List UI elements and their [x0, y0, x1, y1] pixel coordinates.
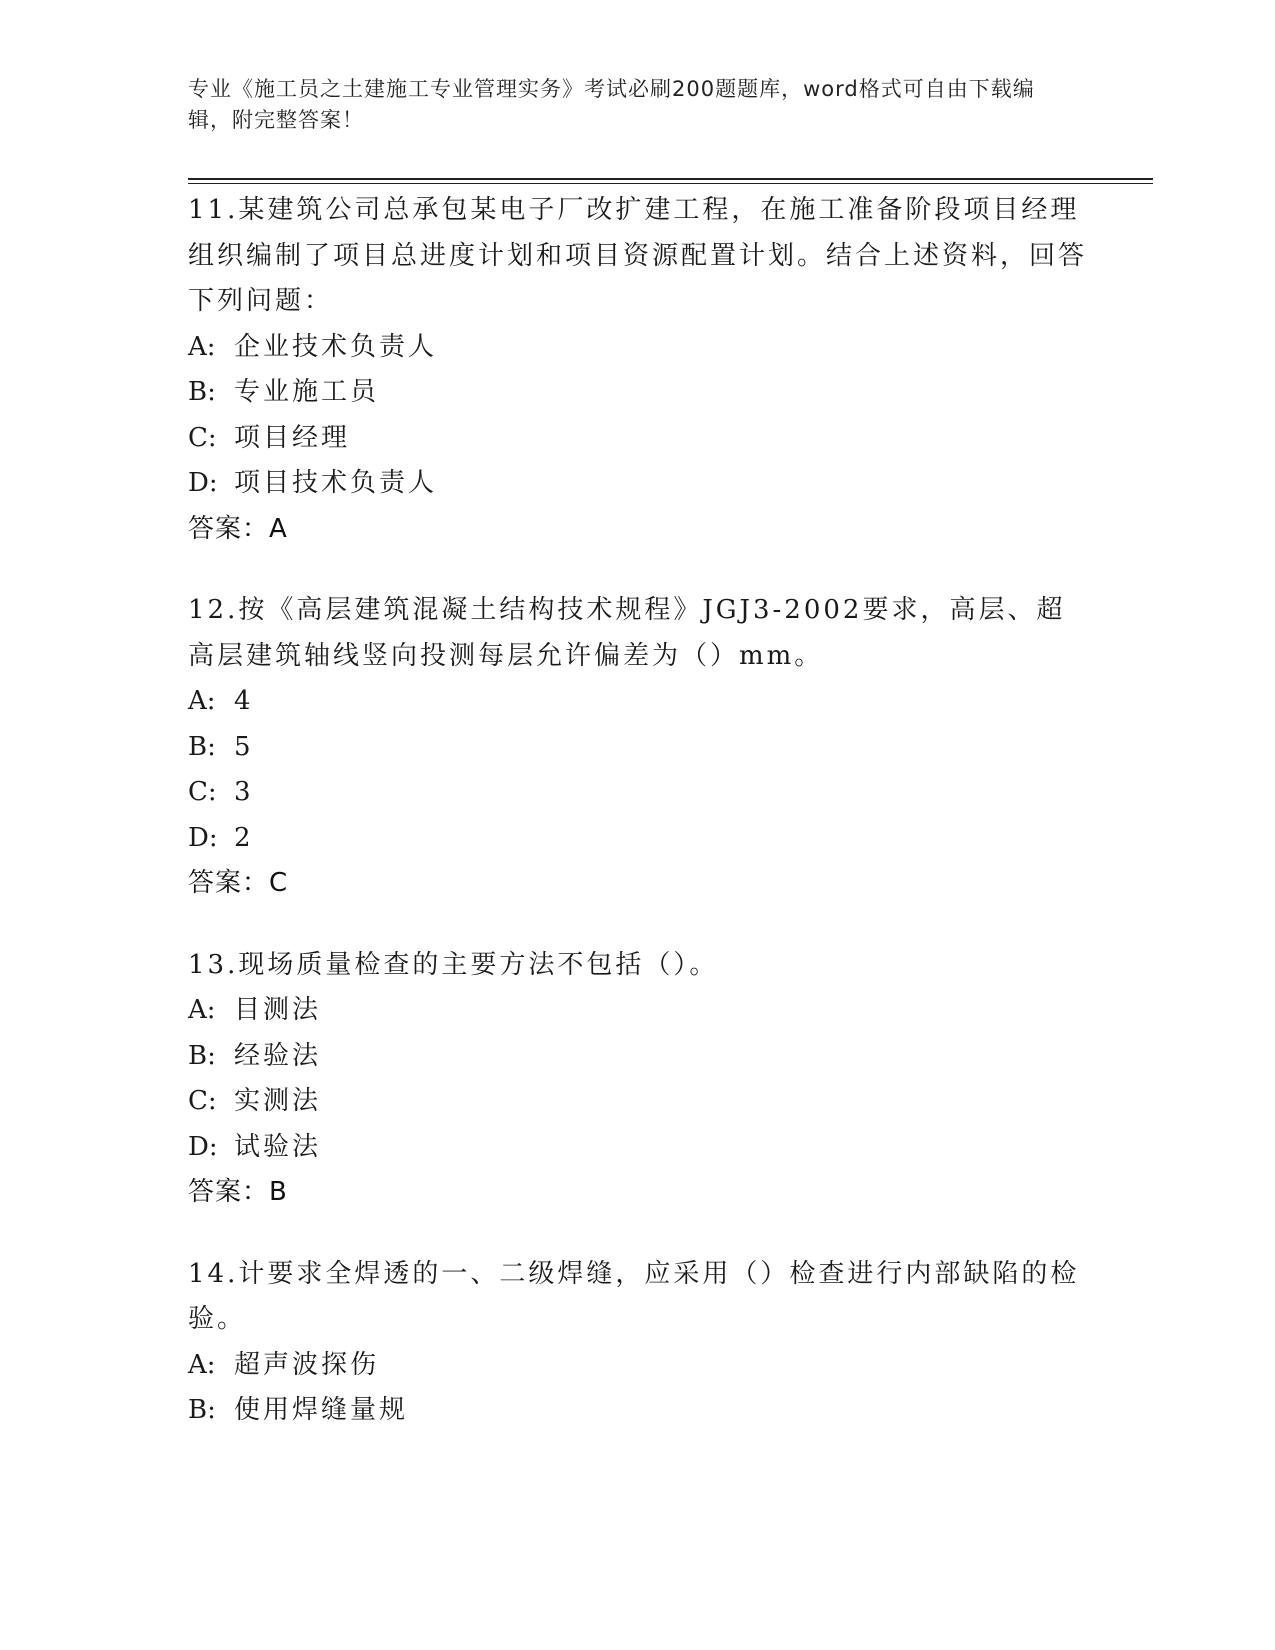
question-11 — [188, 188, 1088, 552]
question-list — [188, 188, 1088, 1470]
option-b: B: 使用焊缝量规 — [188, 1395, 409, 1425]
option-b: B: 专业施工员 — [188, 377, 380, 407]
option-d: D: 项目技术负责人 — [188, 468, 438, 498]
option-c: C: 实测法 — [188, 1086, 322, 1116]
header-divider-thick — [188, 178, 1153, 180]
question-stem: 12.按《高层建筑混凝土结构技术规程》JGJ3-2002要求，高层、超高层建筑轴线竖向投测每层允许偏差为（）mm。 — [188, 595, 1066, 671]
header-title: 专业《施工员之土建施工专业管理实务》考试必刷200题题库，word格式可自由下载编辑，附完整答案！ — [188, 77, 1035, 132]
question-stem: 11.某建筑公司总承包某电子厂改扩建工程，在施工准备阶段项目经理组织编制了项目总进度计划和项目资源配置计划。结合上述资料，回答下列问题： — [188, 195, 1088, 316]
option-a: A: 目测法 — [188, 995, 322, 1025]
option-a: A: 超声波探伤 — [188, 1349, 380, 1380]
answer-line: 答案：B — [188, 1177, 288, 1207]
question-stem: 13.现场质量检查的主要方法不包括（）。 — [188, 949, 719, 980]
option-d: D: 2 — [188, 822, 254, 853]
question-stem: 14.计要求全焊透的一、二级焊缝，应采用（）检查进行内部缺陷的检验。 — [188, 1258, 1080, 1334]
option-c: C: 3 — [188, 777, 254, 807]
option-a: A: 企业技术负责人 — [188, 331, 438, 362]
option-a: A: 4 — [188, 686, 254, 716]
option-d: D: 试验法 — [188, 1131, 322, 1162]
option-c: C: 项目经理 — [188, 422, 351, 453]
answer-line: 答案：A — [188, 513, 288, 544]
question-12 — [188, 588, 1088, 907]
header-divider-thin — [188, 183, 1153, 184]
question-13 — [188, 943, 1088, 1216]
option-b: B: 经验法 — [188, 1040, 322, 1071]
document-header — [188, 74, 1068, 136]
answer-line: 答案：C — [188, 868, 289, 898]
option-b: B: 5 — [188, 731, 254, 762]
question-14 — [188, 1252, 1088, 1434]
